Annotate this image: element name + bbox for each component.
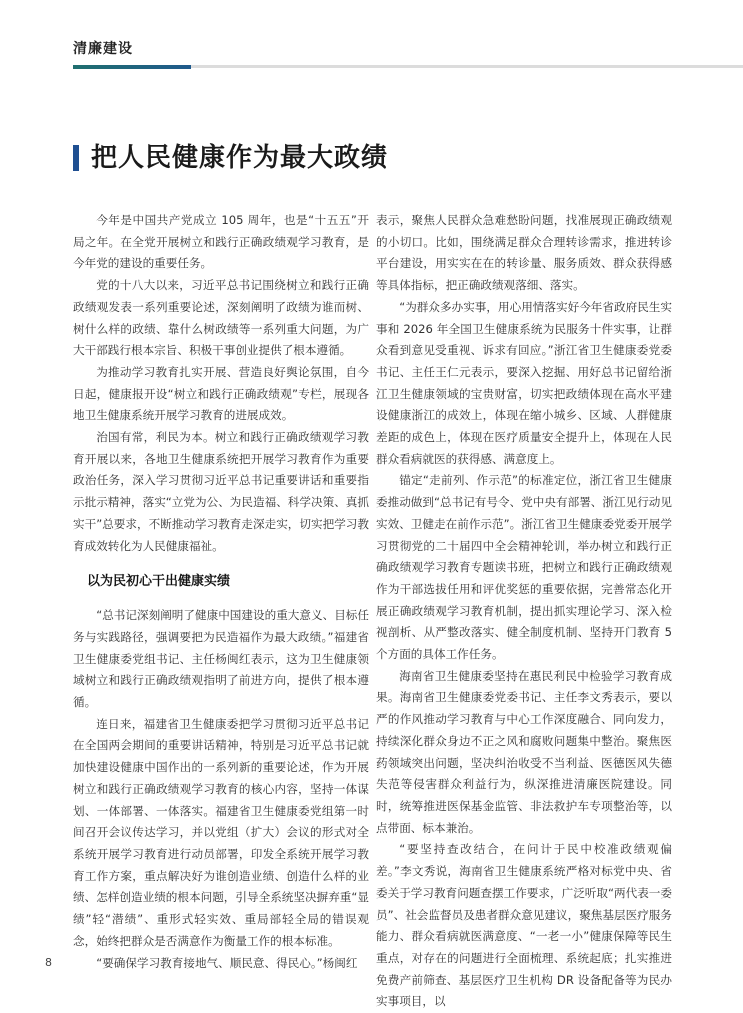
section-label: 清廉建设 (73, 41, 133, 57)
paragraph: 为推动学习教育扎实开展、营造良好舆论氛围，自今日起，健康报开设“树立和践行正确政绩观”专栏，展现各地卫生健康系统开展学习教育的进展成效。 (73, 364, 369, 423)
page-number: 8 (45, 956, 52, 969)
paragraph: “要坚持查改结合，在问计于民中校准政绩观偏差。”李文秀说，海南省卫生健康系统严格对标党中央、省委关于学习教育问题查摆工作要求，广泛听取“两代表一委员”、社会监督员及患者群众意见建议，聚焦基层医疗服务能力、群众看病就医满意度、“一老一小”健康保障等民生重点，对存在的问题进行全面梳理、系统起底；扎实推进免费产前筛查、基层医疗卫生机构 DR 设备配备等为民办实事项目，以 (376, 842, 672, 1009)
header-divider-accent (73, 65, 191, 69)
paragraph: 今年是中国共产党成立 105 周年，也是“十五五”开局之年。在全党开展树立和践行正确政绩观学习教育，是今年党的建设的重要任务。 (73, 213, 369, 271)
paragraph: 治国有常，利民为本。树立和践行正确政绩观学习教育开展以来，各地卫生健康系统把开展学习教育作为重要政治任务，深入学习贯彻习近平总书记重要讲话和重要指示批示精神，落实“立党为公、为民造福、科学决策、真抓实干”总要求，不断推动学习教育走深走实，切实把学习教育成效转化为人民健康福祉。 (73, 430, 369, 553)
paragraph-continuation: 表示，聚焦人民群众急难愁盼问题，找准展现正确政绩观的小切口。比如，围绕满足群众合理转诊需求，推进转诊平台建设，用实实在在的转诊量、服务质效、群众获得感等具体指标，把正确政绩观落细、落实。 (376, 213, 672, 293)
article-title: 把人民健康作为最大政绩 (91, 143, 389, 173)
right-column (376, 210, 672, 1013)
section-subheading: 以为民初心干出健康实绩 (87, 574, 231, 590)
paragraph: 党的十八大以来，习近平总书记围绕树立和践行正确政绩观发表一系列重要论述，深刻阐明了政绩为谁而树、树什么样的政绩、靠什么树政绩等一系列重大问题，为广大干部践行根本宗旨、积极干事创业提供了根本遵循。 (73, 278, 369, 358)
paragraph: “为群众多办实事，用心用情落实好今年省政府民生实事和 2026 年全国卫生健康系统为民服务十件实事，让群众看到意见受重视、诉求有回应。”浙江省卫生健康委党委书记、主任王仁元表示，要深入挖掘、用好总书记留给浙江卫生健康领域的宝贵财富，切实把政绩体现在高水平建设健康浙江的成效上，体现在缩小城乡、区域、人群健康差距的成色上，体现在医疗质量安全提升上，体现在人民群众看病就医的获得感、满意度上。 (376, 299, 672, 466)
paragraph: 锚定“走前列、作示范”的标准定位，浙江省卫生健康委推动做到“总书记有号令、党中央有部署、浙江见行动见实效、卫健走在前作示范”。浙江省卫生健康委党委开展学习贯彻党的二十届四中全会精神轮训，举办树立和践行正确政绩观学习教育专题读书班，把树立和践行正确政绩观作为干部选拔任用和评优奖惩的重要依据，完善常态化开展正确政绩观学习教育机制，提出抓实理论学习、深入检视剖析、从严整改落实、健全制度机制、坚持开门教育 5 个方面的具体工作任务。 (376, 473, 672, 662)
paragraph: 连日来，福建省卫生健康委把学习贯彻习近平总书记在全国两会期间的重要讲话精神，特别是习近平总书记就加快建设健康中国作出的一系列新的重要论述，作为开展树立和践行正确政绩观学习教育的核心内容，坚持一体谋划、一体部署、一体落实。福建省卫生健康委党组第一时间召开会议传达学习，并以党组（扩大）会议的形式对全系统开展学习教育进行动员部署，印发全系统开展学习教育工作方案，重点解决好为谁创造业绩、创造什么样的业绩、怎样创造业绩的根本问题，引导全系统坚决摒弃重“显绩”轻“潜绩”、重形式轻实效、重局部轻全局的错误观念，始终把群众是否满意作为衡量工作的根本标准。 (73, 716, 369, 948)
left-column (73, 210, 369, 974)
paragraph: 海南省卫生健康委坚持在惠民利民中检验学习教育成果。海南省卫生健康委党委书记、主任李文秀表示，要以严的作风推动学习教育与中心工作深度融合、同向发力，持续深化群众身边不正之风和腐败问题集中整治。聚焦医药领域突出问题，坚决纠治收受不当利益、医德医风失德失范等侵害群众利益行为，纵深推进清廉医院建设。同时，统筹推进医保基金监管、非法救护车专项整治等，以点带面、标本兼治。 (376, 668, 672, 835)
paragraph: “要确保学习教育接地气、顺民意、得民心。”杨闽红 (96, 955, 358, 970)
title-accent-bar (73, 145, 79, 171)
paragraph: “总书记深刻阐明了健康中国建设的重大意义、目标任务与实践路径，强调要把为民造福作为最大政绩。”福建省卫生健康委党组书记、主任杨闽红表示，这为卫生健康领域树立和践行正确政绩观指明了前进方向，提供了根本遵循。 (73, 608, 369, 710)
